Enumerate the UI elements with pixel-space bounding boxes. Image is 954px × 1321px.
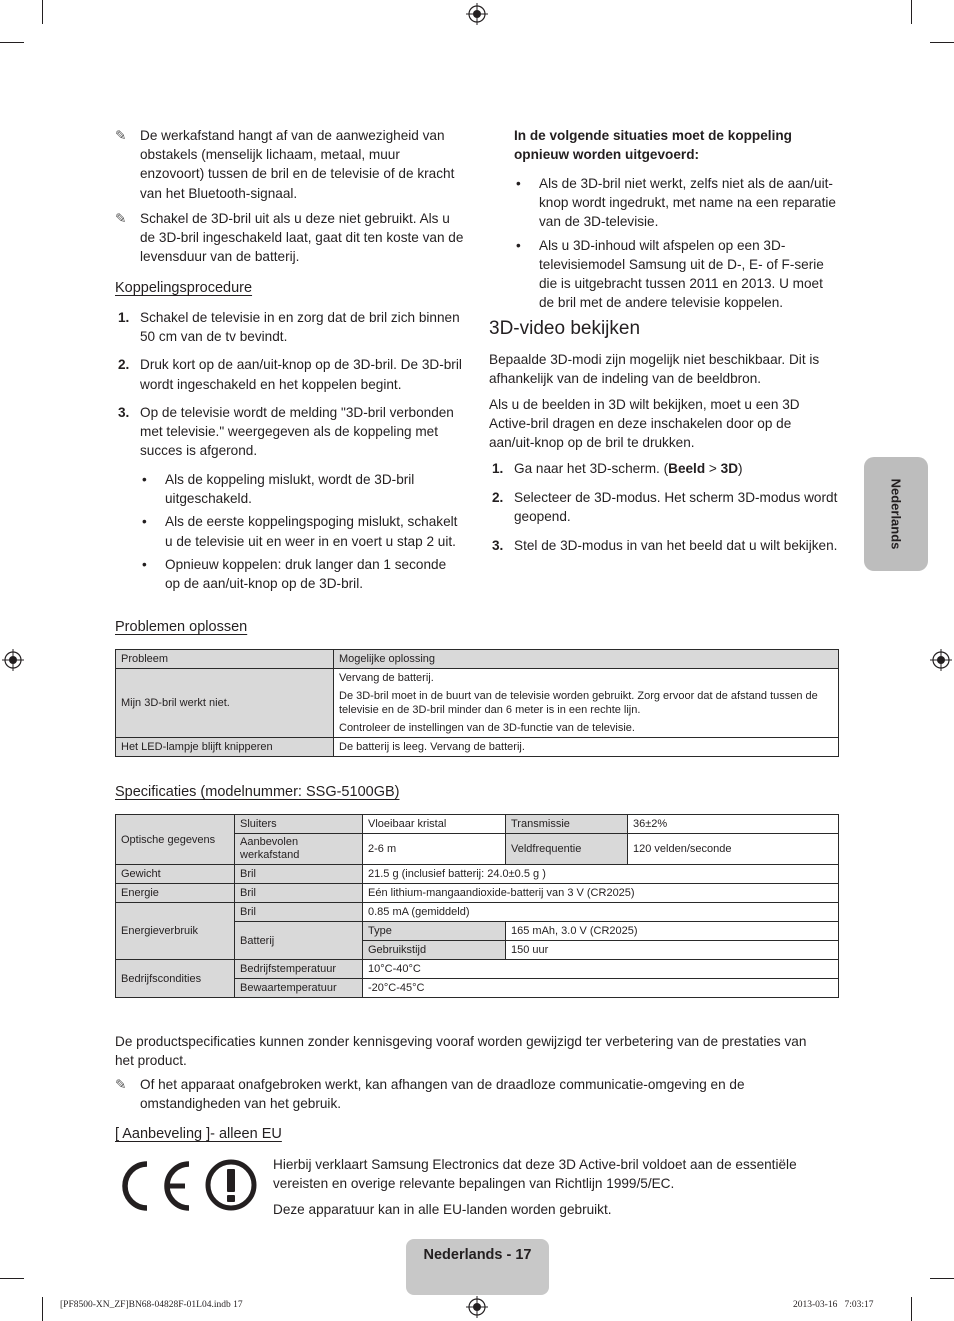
repair-bullets: [514, 174, 836, 316]
table-cell: -20°C-45°C: [363, 979, 839, 998]
table-cell: Bril: [235, 865, 363, 884]
step-text-post: ): [738, 461, 743, 476]
pairing-bullets: [140, 470, 462, 597]
step-text-pre: Ga naar het 3D-scherm. (: [514, 461, 669, 476]
note-working-distance: [115, 126, 465, 203]
spec-disclaimer: De productspecificaties kunnen zonder kennisgeving vooraf worden gewijzigd ter verbetering van de prestaties van het product.: [115, 1034, 807, 1069]
list-item: • Als de koppeling mislukt, wordt de 3D-bril uitgeschakeld.: [142, 472, 415, 507]
step-number: 2.: [492, 490, 504, 505]
table-cell: Het LED-lampje blijft knipperen: [116, 738, 334, 757]
note-icon: ✎: [115, 128, 127, 143]
table-cell: 150 uur: [506, 941, 839, 960]
step-number: 3.: [118, 404, 130, 420]
table-cell: 10°C-40°C: [363, 960, 839, 979]
step-number: 2.: [118, 357, 130, 373]
table-cell: Optische gegevens: [116, 815, 235, 865]
menu-beeld: Beeld: [668, 461, 706, 476]
pairing-heading: Koppelingsprocedure: [115, 280, 253, 296]
alert-mark-icon: [204, 1158, 258, 1212]
bullet-text: Opnieuw koppelen: druk langer dan 1 seconde op de aan/uit-knop op de 3D-bril.: [165, 556, 447, 592]
note-text: Of het apparaat onafgebroken werkt, kan afhangen van de draadloze communicatie-omgeving en de omstandigheden van het gebruik.: [140, 1077, 745, 1112]
table-cell: Mijn 3D-bril werkt niet.: [116, 669, 334, 738]
step-text: Druk kort op de aan/uit-knop op de 3D-bril. De 3D-bril wordt ingeschakeld en het koppelen begint.: [140, 357, 462, 392]
registration-mark-icon: [466, 3, 488, 25]
table-cell: Bril: [235, 903, 363, 922]
crop-mark: [0, 42, 24, 43]
troubleshoot-heading: Problemen oplossen: [115, 619, 248, 635]
footer-file-info: [PF8500-XN_ZF]BN68-04828F-01L04.indb 17: [60, 1300, 243, 1310]
crop-mark: [42, 0, 43, 24]
specs-heading: Specificaties (modelnummer: SSG-5100GB): [115, 784, 400, 800]
note-text: Schakel de 3D-bril uit als u deze niet gebruikt. Als u de 3D-bril ingeschakeld laat, gaat dit ten koste van de levensduur van de batterij.: [140, 211, 464, 265]
language-side-tab: [864, 457, 928, 571]
table-cell: 120 velden/seconde: [628, 834, 839, 865]
solution-line: Controleer de instellingen van de 3D-functie van de televisie.: [339, 722, 635, 734]
eu-text-1: Hierbij verklaart Samsung Electronics dat deze 3D Active-bril voldoet aan de essentiële vereisten en overige relevante bepalingen van Richtlijn 1999/5/EC.: [273, 1157, 797, 1192]
registration-mark-icon: [930, 649, 952, 671]
table-cell: 0.85 mA (gemiddeld): [363, 903, 839, 922]
step-number: 1.: [118, 310, 130, 325]
bullet-text: Als u 3D-inhoud wilt afspelen op een 3D-televisiemodel Samsung uit de D-, E- of F-serie die is uitgebracht tussen 2011 en 2013. U moet de bril met de andere televisie koppelen.: [539, 237, 824, 311]
note-text: De werkafstand hangt af van de aanwezigheid van obstakels (menselijk lichaam, metaal, muur enzovoort) tussen de bril en de televisie of de kracht van het Bluetooth-signaal.: [140, 128, 455, 201]
list-item: • Opnieuw koppelen: druk langer dan 1 seconde op de aan/uit-knop op de 3D-bril.: [142, 556, 447, 592]
table-cell: Energie: [116, 884, 235, 903]
bullet-text: Als de eerste koppelingspoging mislukt, schakelt u de televisie uit en weer in en voert u stap 2 uit.: [165, 514, 458, 549]
registration-mark-icon: [466, 1296, 488, 1318]
crop-mark: [0, 1278, 24, 1279]
registration-mark-icon: [2, 649, 24, 671]
table-cell: De batterij is leeg. Vervang de batterij.: [334, 738, 839, 757]
table-header: Probleem: [116, 650, 334, 669]
list-item: [115, 355, 465, 393]
step-text: Op de televisie wordt de melding "3D-bril verbonden met televisie." weergegeven als de koppeling met succes is afgerond.: [140, 404, 454, 459]
bullet-text: Als de 3D-bril niet werkt, zelfs niet als de aan/uit-knop wordt ingedrukt, met name na een reparatie van de 3D-televisie.: [539, 176, 836, 230]
step-number: 3.: [492, 538, 504, 553]
table-cell: Type: [363, 922, 506, 941]
table-cell: Transmissie: [506, 815, 628, 834]
table-cell: Batterij: [235, 922, 363, 960]
table-cell: Eén lithium-mangaandioxide-batterij van 3 V (CR2025): [363, 884, 839, 903]
video-step-1: [489, 459, 839, 478]
list-item: • Als u 3D-inhoud wilt afspelen op een 3D-televisiemodel Samsung uit de D-, E- of F-serie die is uitgebracht tussen 2011 en 2013. U moet de bril met de andere televisie koppelen.: [516, 237, 824, 311]
table-cell: 36±2%: [628, 815, 839, 834]
table-cell: [334, 669, 839, 738]
table-cell: Aanbevolen werkafstand: [235, 834, 363, 865]
step-text: Selecteer de 3D-modus. Het scherm 3D-modus wordt geopend.: [514, 490, 838, 525]
list-item: [115, 403, 465, 461]
step-number: 1.: [492, 461, 504, 476]
page-number-box: [406, 1239, 549, 1295]
table-cell: Veldfrequentie: [506, 834, 628, 865]
separator: >: [705, 461, 721, 476]
menu-3d: 3D: [720, 461, 739, 476]
note-operation: [115, 1075, 840, 1113]
table-cell: Vloeibaar kristal: [363, 815, 506, 834]
table-cell: Energieverbruik: [116, 903, 235, 960]
ce-mark-logo: [115, 1158, 193, 1214]
table-cell: 21.5 g (inclusief batterij: 24.0±0.5 g ): [363, 865, 839, 884]
footer-timestamp: 2013-03-16 7:03:17: [793, 1300, 874, 1310]
crop-mark: [930, 1278, 954, 1279]
table-cell: Gewicht: [116, 865, 235, 884]
eu-heading: [ Aanbeveling ]- alleen EU: [115, 1126, 282, 1142]
video-step-2: [489, 488, 839, 526]
specs-table: [115, 814, 839, 998]
table-cell: Bedrijfstemperatuur: [235, 960, 363, 979]
table-cell: Gebruikstijd: [363, 941, 506, 960]
video-para1: Bepaalde 3D-modi zijn mogelijk niet beschikbaar. Dit is afhankelijk van de indeling van de beeldbron.: [489, 352, 820, 387]
video-title: 3D-video bekijken: [489, 318, 641, 339]
table-cell: Sluiters: [235, 815, 363, 834]
table-cell: 2-6 m: [363, 834, 506, 865]
note-icon: ✎: [115, 1077, 127, 1092]
side-tab-label: Nederlands: [888, 478, 904, 550]
solution-line: Vervang de batterij.: [339, 672, 434, 684]
list-item: [115, 308, 465, 346]
step-text: Schakel de televisie in en zorg dat de bril zich binnen 50 cm van de tv bevindt.: [140, 310, 460, 345]
table-header: Mogelijke oplossing: [334, 650, 839, 669]
note-icon: ✎: [115, 211, 127, 226]
bullet-text: Als de koppeling mislukt, wordt de 3D-bril uitgeschakeld.: [165, 472, 415, 507]
pairing-steps: [115, 308, 465, 469]
table-cell: Bewaartemperatuur: [235, 979, 363, 998]
table-cell: 165 mAh, 3.0 V (CR2025): [506, 922, 839, 941]
crop-mark: [42, 1297, 43, 1321]
table-cell: Bril: [235, 884, 363, 903]
crop-mark: [930, 42, 954, 43]
solution-line: De 3D-bril moet in de buurt van de televisie worden gebruikt. Zorg ervoor dat de afstand tussen de televisie en de 3D-bril minder dan 6 meter is in een rechte lijn.: [339, 690, 818, 716]
crop-mark: [911, 1297, 912, 1321]
repair-intro: In de volgende situaties moet de koppeling opnieuw worden uitgevoerd:: [514, 128, 792, 163]
page-number: Nederlands - 17: [423, 1247, 532, 1263]
eu-text-2: Deze apparatuur kan in alle EU-landen worden gebruikt.: [273, 1202, 612, 1217]
troubleshoot-table: [115, 649, 839, 757]
step-text: Stel de 3D-modus in van het beeld dat u wilt bekijken.: [514, 538, 838, 553]
list-item: • Als de 3D-bril niet werkt, zelfs niet als de aan/uit-knop wordt ingedrukt, met name na een reparatie van de 3D-televisie.: [516, 176, 836, 230]
note-switch-off: [115, 209, 465, 267]
list-item: • Als de eerste koppelingspoging mislukt, schakelt u de televisie uit en weer in en voert u stap 2 uit.: [142, 514, 458, 549]
table-cell: Bedrijfscondities: [116, 960, 235, 998]
video-step-3: [489, 536, 839, 555]
video-para2: Als u de beelden in 3D wilt bekijken, moet u een 3D Active-bril dragen en deze inschakelen door op de aan/uit-knop op de bril te drukken.: [489, 397, 800, 451]
crop-mark: [911, 0, 912, 24]
